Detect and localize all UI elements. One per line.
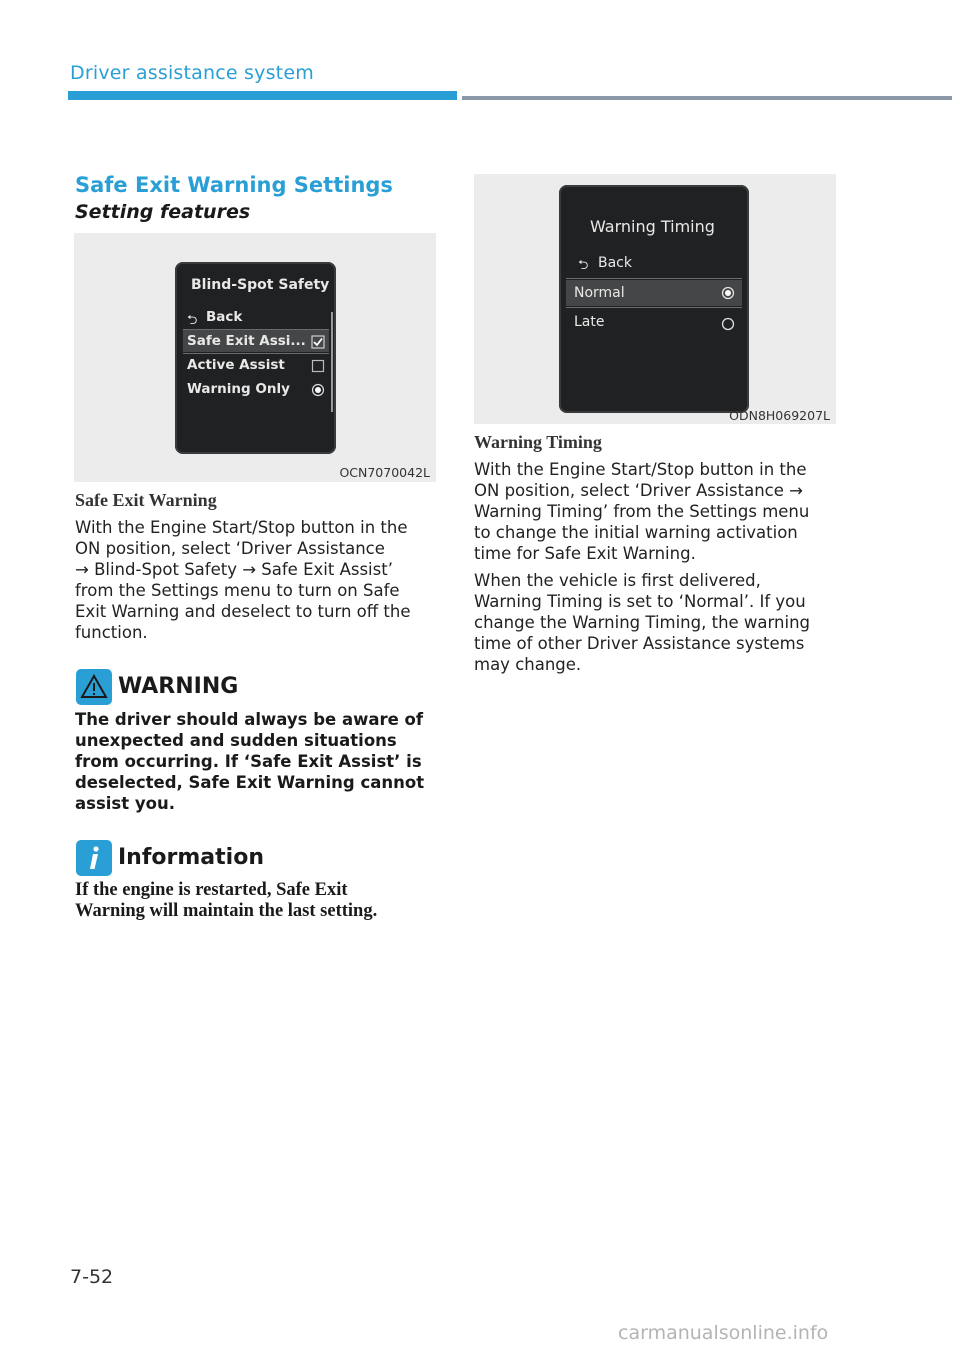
paragraph-warning-timing-1: With the Engine Start/Stop button in the ON position, select ‘Driver Assistance → Warning Timing’ from the Settings menu to change the initial warning activation time for Safe Exit Warning. (474, 460, 810, 563)
menu-item-normal: Normal (574, 285, 625, 301)
menu-back: Back (206, 309, 243, 325)
menu-item-warning-only: Warning Only (187, 381, 290, 397)
cluster-screen (559, 185, 749, 413)
screen-title: Blind-Spot Safety (191, 277, 330, 293)
heading-safe-exit-warning: Safe Exit Warning (75, 490, 217, 510)
cluster-screen (175, 262, 336, 454)
header-rule-grey (462, 96, 952, 100)
figure-warning-timing (474, 174, 836, 424)
info-label: Information (118, 845, 264, 870)
figure-code: ODN8H069207L (729, 408, 830, 423)
section-title: Safe Exit Warning Settings (75, 173, 393, 197)
menu-item-late: Late (574, 314, 605, 330)
heading-warning-timing: Warning Timing (474, 432, 602, 452)
warning-box (76, 669, 112, 705)
info-icon (76, 840, 112, 876)
radio-empty-icon (721, 317, 735, 331)
running-header: Driver assistance system (70, 62, 314, 84)
checkbox-empty-icon (311, 359, 325, 373)
back-arrow-icon: ⮌ (578, 258, 589, 273)
watermark: carmanualsonline.info (618, 1322, 829, 1344)
info-box (76, 840, 112, 876)
paragraph-safe-exit: With the Engine Start/Stop button in the ON position, select ‘Driver Assistance → Blind-Spot Safety → Safe Exit Assist’ from the Settings menu to turn on Safe Exit Warning and deselect to turn off the function. (75, 518, 411, 642)
page-number: 7-52 (70, 1266, 114, 1288)
paragraph-warning-timing-2: When the vehicle is first delivered, Warning Timing is set to ‘Normal’. If you change the Warning Timing, the warning time of other Driver Assistance systems may change. (474, 571, 811, 674)
scrollbar (331, 312, 333, 412)
radio-selected-icon (311, 383, 325, 397)
checkbox-checked-icon (311, 335, 325, 349)
screen-title: Warning Timing (590, 217, 715, 236)
info-text: If the engine is restarted, Safe Exit Warning will maintain the last setting. (75, 880, 378, 921)
menu-item-safe-exit: Safe Exit Assi... (187, 333, 306, 349)
back-arrow-icon: ⮌ (187, 313, 198, 328)
menu-item-active-assist: Active Assist (187, 357, 285, 373)
radio-selected-icon (721, 286, 735, 300)
warning-triangle-icon (76, 669, 112, 705)
section-subtitle: Setting features (75, 201, 251, 223)
warning-label: WARNING (118, 674, 239, 699)
header-rule-accent (68, 91, 457, 100)
figure-blind-spot-safety (74, 233, 436, 482)
figure-code: OCN7070042L (339, 465, 430, 480)
warning-text: The driver should always be aware of unexpected and sudden situations from occurring. If ‘Safe Exit Assist’ is deselected, Safe Exit Warning cannot assist you. (75, 710, 425, 813)
menu-back: Back (598, 255, 632, 271)
